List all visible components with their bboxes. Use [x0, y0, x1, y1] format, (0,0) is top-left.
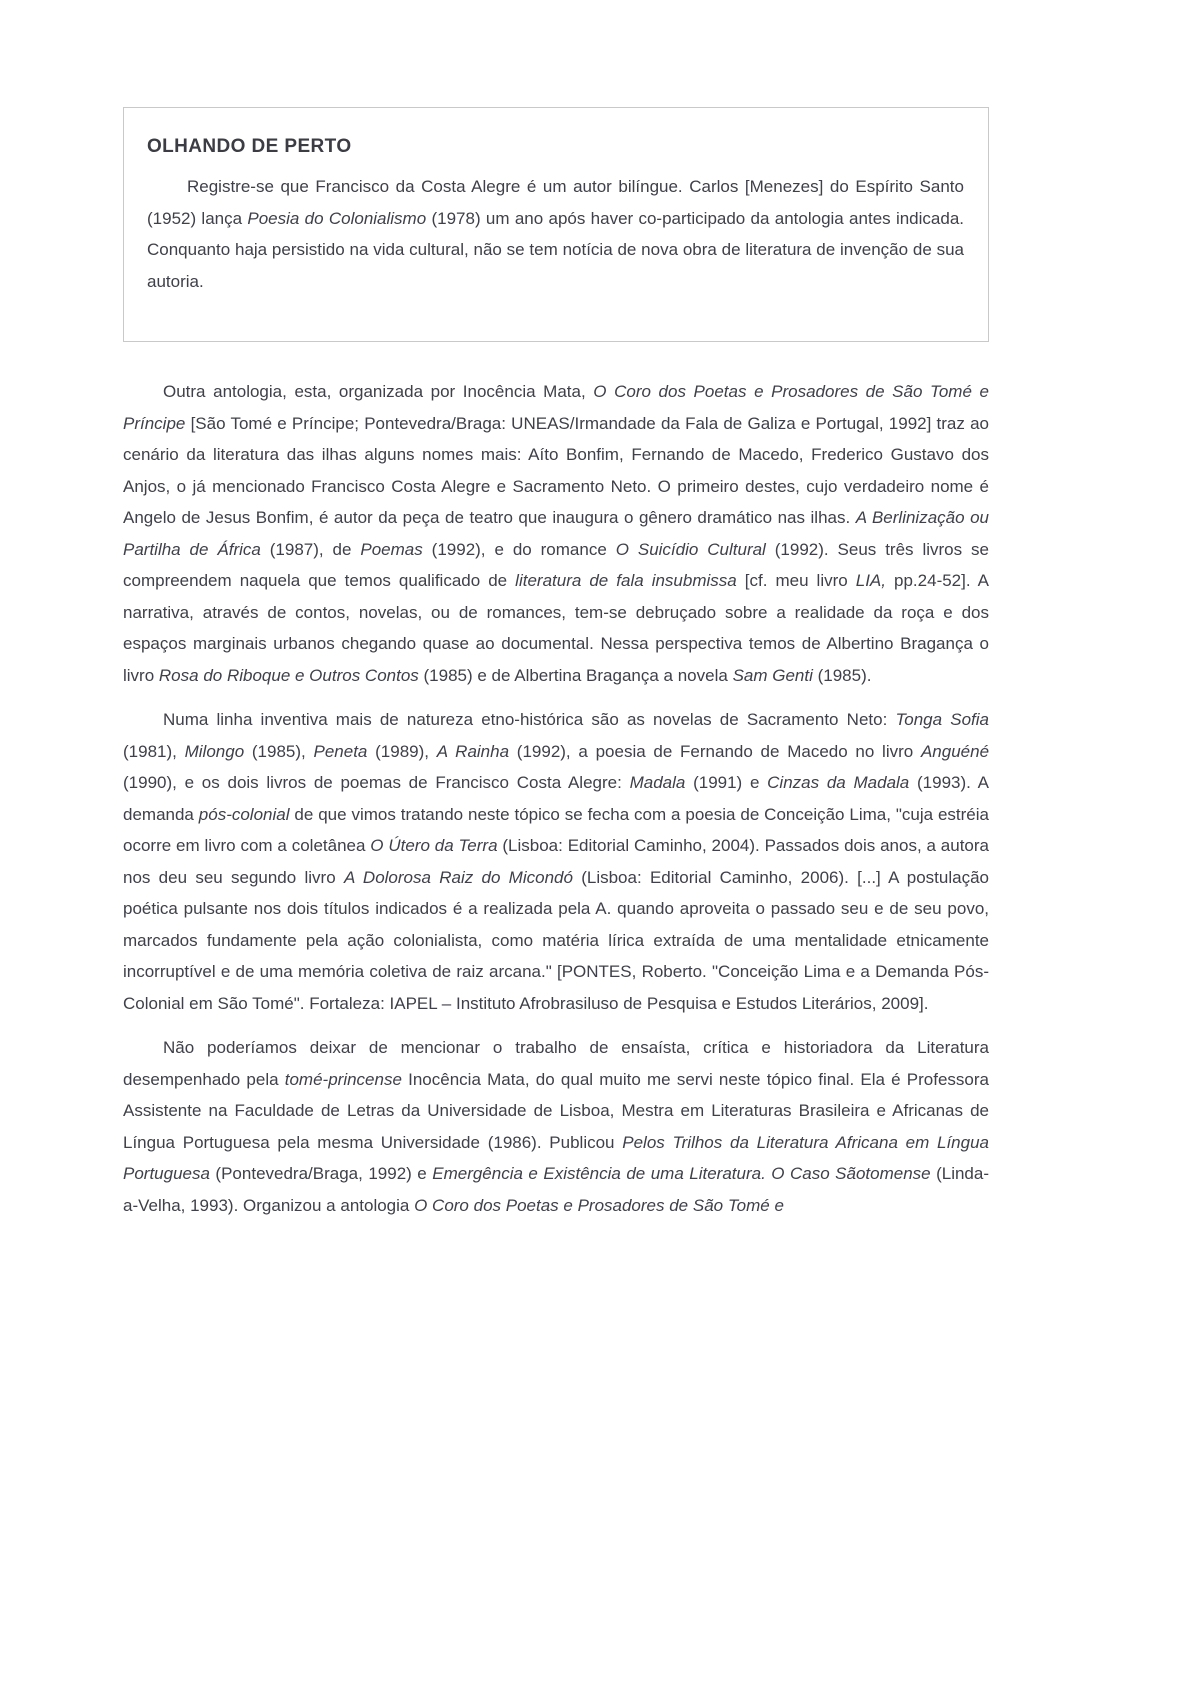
text-run: [São Tomé e Príncipe; Pontevedra/Braga: UNEAS/Irmandade da Fala de Galiza e Portugal, 1992] traz ao cenário da literatura das ilhas alguns nomes mais: Aíto Bonfim, Fernando de Macedo, Frederico Gustavo dos Anjos, o já mencionado Francisco Costa Alegre e Sacramento Neto. O primeiro destes, cujo verdadeiro nome é Angelo de Jesus Bonfim, é autor da peça de teatro que inaugura o gênero dramático nas ilhas. — [123, 413, 989, 527]
text-run: (1989), — [367, 741, 437, 761]
italic-text-run: Tonga Sofia — [895, 710, 989, 729]
text-run: Numa linha inventiva mais de natureza etno-histórica são as novelas de Sacramento Neto: — [163, 710, 896, 729]
text-run: (1991) e — [685, 773, 768, 792]
italic-text-run: Milongo — [184, 741, 245, 761]
callout-box — [123, 107, 989, 342]
italic-text-run: Cinzas da Madala — [767, 773, 910, 792]
text-run: (1981), — [123, 741, 185, 761]
italic-text-run: Rosa do Riboque e Outros Contos — [158, 665, 419, 685]
text-run: (1978) um ano após haver co-participado da antologia antes indicada. Conquanto haja persistido na vida cultural, não se tem notícia de nova obra de literatura de invenção de sua autoria. — [147, 208, 964, 291]
text-run: (1990), e os dois livros de poemas de Francisco Costa Alegre: — [123, 773, 630, 792]
text-run: Outra antologia, esta, organizada por Inocência Mata, — [163, 382, 594, 401]
paragraph — [123, 1032, 989, 1221]
italic-text-run: O Coro dos Poetas e Prosadores de São Tomé e Príncipe — [123, 382, 989, 433]
paragraph — [123, 704, 989, 1019]
text-run: Inocência Mata, do qual muito me servi neste tópico final. Ela é Professora Assistente na Faculdade de Letras da Universidade de Lisboa, Mestra em Literaturas Brasileira e Africanas de Língua Portuguesa pela mesma Universidade (1986). Publicou — [123, 1069, 990, 1152]
text-run: (1985) e de Albertina Bragança a novela — [418, 665, 733, 685]
italic-text-run: Emergência e Existência de uma Literatura. O Caso Sãotomense — [432, 1164, 931, 1183]
italic-text-run: O Suicídio Cultural — [615, 539, 766, 559]
italic-text-run: Madala — [629, 773, 686, 792]
italic-text-run: Pelos Trilhos da Literatura Africana em Língua Portuguesa — [123, 1132, 989, 1183]
text-run: (1987), de — [260, 539, 361, 559]
italic-text-run: Poemas — [360, 539, 423, 559]
text-run: (Lisboa: Editorial Caminho, 2004). Passados dois anos, a autora nos deu seu segundo livro — [123, 836, 989, 887]
text-run: (1992), e do romance — [422, 539, 616, 559]
callout-paragraph — [147, 171, 964, 297]
italic-text-run: Sam Genti — [732, 665, 813, 685]
document-body — [123, 376, 989, 1221]
italic-text-run: O Coro dos Poetas e Prosadores de São Tomé e — [414, 1195, 784, 1215]
italic-text-run: Poesia do Colonialismo — [247, 208, 427, 228]
paragraph — [123, 376, 989, 691]
italic-text-run: tomé-princense — [284, 1069, 402, 1089]
text-run: (1985). — [812, 665, 872, 685]
text-run: Não poderíamos deixar de mencionar o trabalho de ensaísta, crítica e historiadora da Literatura desempenhado pela — [123, 1038, 989, 1089]
text-run: (1992). Seus três livros se compreendem naquela que temos qualificado de — [123, 539, 990, 590]
italic-text-run: LIA, — [855, 571, 886, 590]
text-run: (1985), — [244, 741, 314, 761]
italic-text-run: Peneta — [313, 741, 368, 761]
text-run: (1993). A demanda — [123, 773, 990, 824]
text-run: (Pontevedra/Braga, 1992) e — [209, 1164, 433, 1183]
italic-text-run: pós-colonial — [198, 804, 290, 824]
text-run: (Linda-a-Velha, 1993). Organizou a antologia — [123, 1164, 990, 1215]
text-run: pp.24-52]. A narrativa, através de contos, novelas, ou de romances, tem-se debruçado sobre a realidade da roça e dos espaços marginais urbanos chegando quase ao documental. Nessa perspectiva temos de Albertino Bragança o livro — [123, 571, 990, 685]
text-run: de que vimos tratando neste tópico se fecha com a poesia de Conceição Lima, "cuja estréia ocorre em livro com a coletânea — [123, 804, 989, 855]
italic-text-run: A Dolorosa Raiz do Micondó — [343, 867, 573, 887]
italic-text-run: O Útero da Terra — [370, 836, 498, 855]
text-run: (1992), a poesia de Fernando de Macedo no livro — [509, 741, 921, 761]
text-run: [cf. meu livro — [736, 571, 856, 590]
text-run: Registre-se que Francisco da Costa Alegre é um autor bilíngue. Carlos [Menezes] do Espírito Santo (1952) lança — [147, 177, 964, 228]
text-run: (Lisboa: Editorial Caminho, 2006). [...] A postulação poética pulsante nos dois títulos indicados é a realizada pela A. quando aproveita o passado seu e de seu povo, marcados fundamente pela ação colonialista, como matéria lírica extraída de uma mentalidade etnicamente incorruptível e de uma memória coletiva de raiz arcana." [PONTES, Roberto. "Conceição Lima e a Demanda Pós-Colonial em São Tomé". Fortaleza: IAPEL – Instituto Afrobrasiluso de Pesquisa e Estudos Literários, 2009]. — [123, 867, 989, 1013]
italic-text-run: A Rainha — [436, 741, 510, 761]
italic-text-run: Anguéné — [920, 741, 990, 761]
italic-text-run: A Berlinização ou Partilha de África — [123, 508, 989, 559]
callout-title: OLHANDO DE PERTO — [147, 136, 352, 157]
italic-text-run: literatura de fala insubmissa — [515, 571, 737, 590]
